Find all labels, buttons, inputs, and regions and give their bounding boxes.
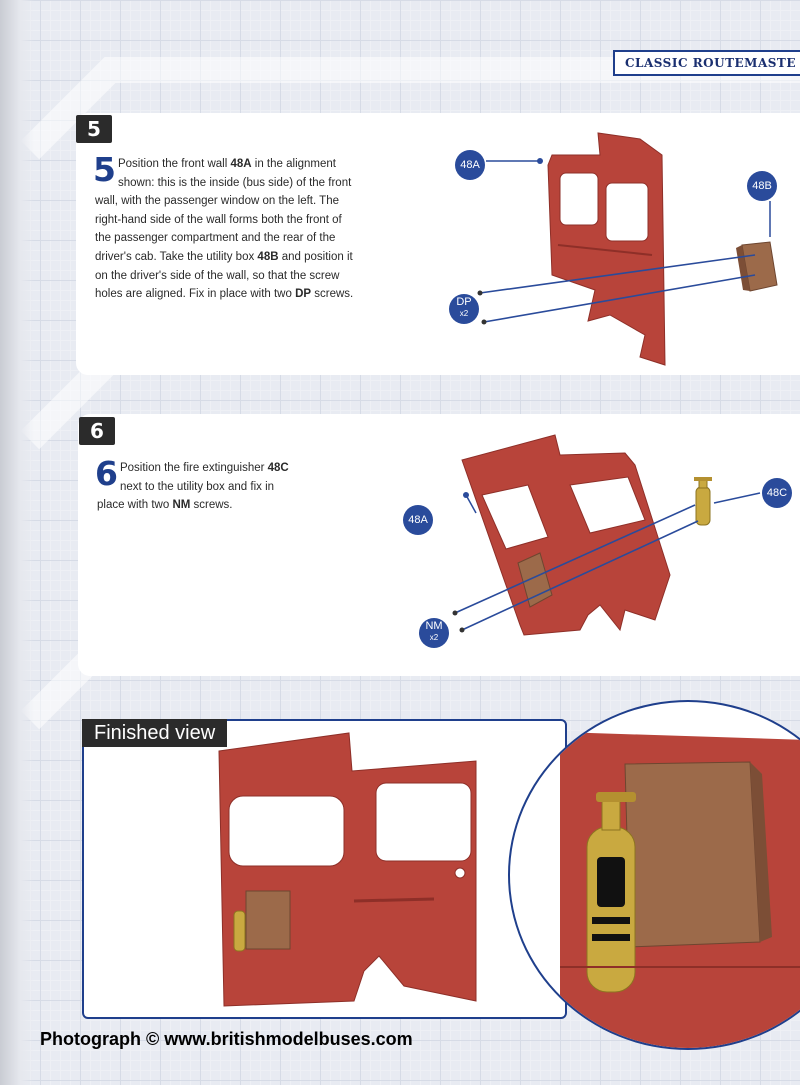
front-wall-48A	[462, 435, 670, 635]
step-5-diagram	[440, 125, 800, 375]
step-6-instructions: 6 Position the fire extinguisher 48C next to the utility box and fix in place with two NM screws.	[95, 454, 289, 512]
step-5-instructions: 5 Position the front wall 48A in the alignment shown: this is the inside (bus side) of the front wall, with the passenger window on the left. The right-hand side of the wall forms both the front of the passenger compartment and the rear of the driver's cab. Take the utility box 48B and position it on the driver's side of the wall, so that the screw holes are aligned. Fix in place with two DP screws.	[93, 150, 354, 301]
screw-icon	[478, 291, 483, 296]
leader-48A	[466, 495, 476, 513]
page-spine-shadow	[0, 0, 34, 1085]
step-5-badge: 5	[76, 115, 112, 143]
wall-window-right	[606, 183, 648, 241]
screw-icon	[453, 611, 458, 616]
callout-DP-screws: DP x2	[449, 294, 479, 324]
step-6-diagram	[440, 425, 800, 675]
step-5-drop-cap: 5	[93, 150, 116, 189]
step-6-badge: 6	[79, 417, 115, 445]
screw-icon	[482, 320, 487, 325]
callout-48A: 48A	[403, 505, 433, 535]
front-wall-48A	[548, 133, 665, 365]
finished-view-frame	[82, 719, 567, 1019]
wall-window-left	[560, 173, 598, 225]
leader-48C	[714, 493, 760, 503]
finished-view-photo	[214, 731, 484, 1011]
callout-48C: 48C	[762, 478, 792, 508]
fire-extinguisher-48C	[694, 477, 712, 525]
screw-icon	[460, 628, 465, 633]
series-title-tag: CLASSIC ROUTEMASTE	[613, 50, 800, 76]
callout-48B: 48B	[747, 171, 777, 201]
photo-credit: Photograph © www.britishmodelbuses.com	[40, 1029, 413, 1049]
callout-48A: 48A	[455, 150, 485, 180]
callout-NM-screws: NM x2	[419, 618, 449, 648]
finished-view-title: Finished view	[82, 719, 227, 747]
step-6-drop-cap: 6	[95, 454, 118, 493]
